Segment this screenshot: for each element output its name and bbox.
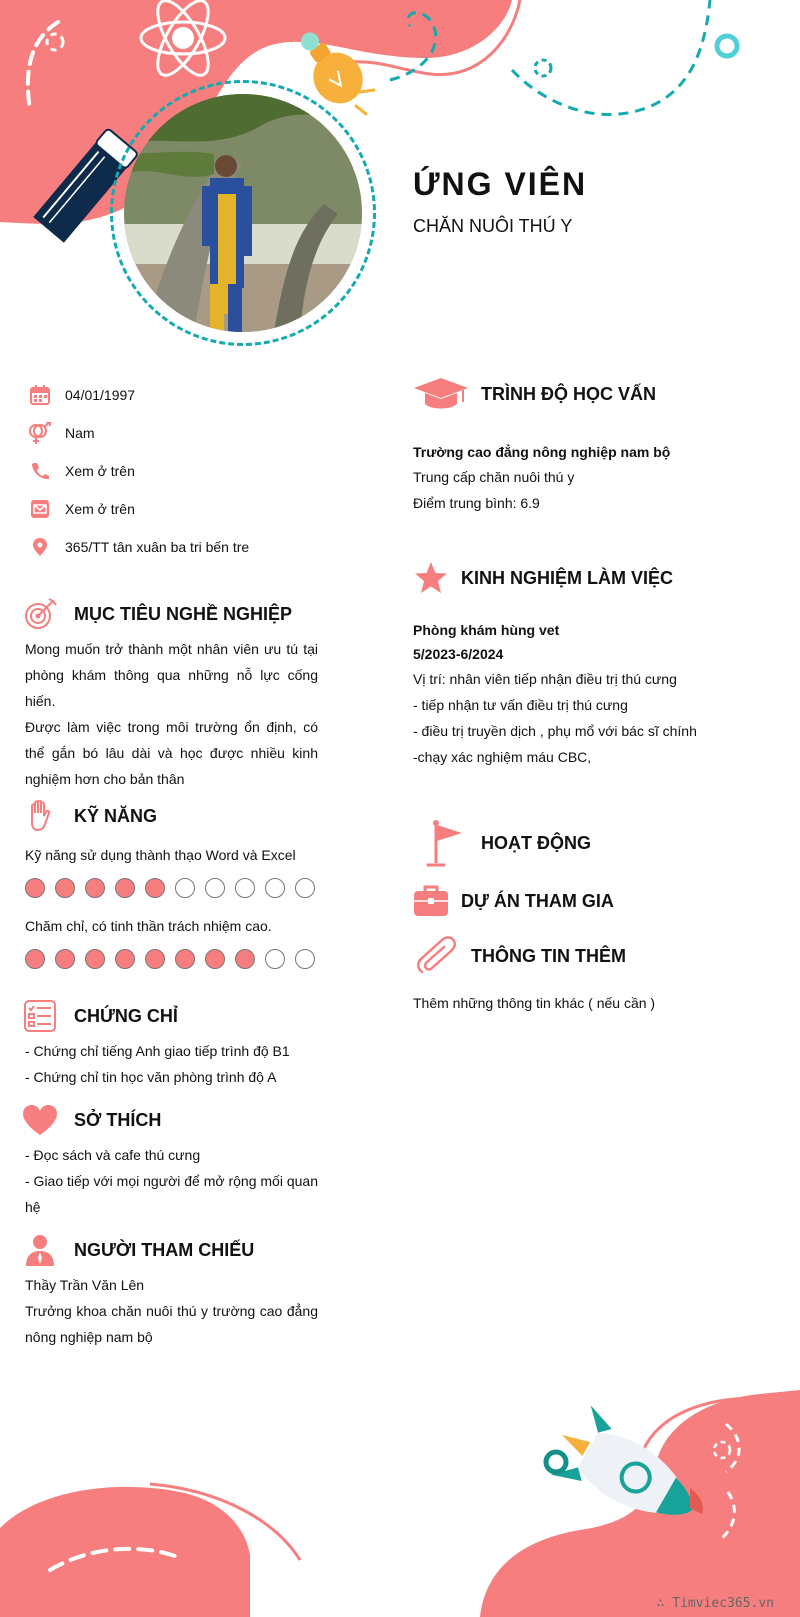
skill-name: Kỹ năng sử dụng thành thạo Word và Excel bbox=[25, 847, 296, 863]
rating-dot-filled bbox=[235, 949, 255, 969]
rating-dot-filled bbox=[115, 949, 135, 969]
certificates-text bbox=[25, 1038, 290, 1090]
reference-line: Thầy Trần Văn Lên bbox=[25, 1277, 145, 1293]
skill-rating bbox=[25, 949, 325, 969]
hobbies-heading bbox=[22, 1102, 161, 1138]
address-text: 365/TT tân xuân ba tri bến tre bbox=[65, 539, 250, 555]
experience-line: - điều trị truyền dịch , phụ mổ với bác sĩ chính bbox=[413, 723, 697, 739]
rating-dot-filled bbox=[25, 878, 45, 898]
experience-period: 5/2023-6/2024 bbox=[413, 646, 504, 662]
rating-dot-filled bbox=[55, 878, 75, 898]
footer-decoration bbox=[0, 1380, 800, 1617]
objective-line: Mong muốn trở thành một nhân viên ưu tú tại phòng khám thông qua những nỗ lực cống hiến. bbox=[25, 641, 318, 709]
star-icon bbox=[413, 560, 449, 596]
projects-title: DỰ ÁN THAM GIA bbox=[461, 890, 614, 911]
calendar-icon bbox=[28, 383, 52, 407]
contact-row-birthday bbox=[28, 382, 135, 408]
contact-row-email bbox=[28, 496, 135, 522]
experience-heading bbox=[413, 560, 673, 596]
additional-title: THÔNG TIN THÊM bbox=[471, 945, 626, 966]
certificates-title: CHỨNG CHỈ bbox=[74, 1005, 178, 1026]
experience-title: KINH NGHIỆM LÀM VIỆC bbox=[461, 567, 674, 588]
mail-icon bbox=[28, 497, 52, 521]
rating-dot-filled bbox=[25, 949, 45, 969]
hobbies-text bbox=[25, 1142, 318, 1220]
additional-text: Thêm những thông tin khác ( nếu cần ) bbox=[413, 995, 656, 1011]
hobby-line: - Giao tiếp với mọi người để mở rộng mối quan hệ bbox=[25, 1173, 318, 1215]
certificates-heading bbox=[22, 998, 178, 1034]
rating-dot-empty bbox=[235, 878, 255, 898]
projects-heading bbox=[413, 883, 614, 919]
contact-row-address bbox=[28, 534, 249, 560]
phone-text: Xem ở trên bbox=[65, 463, 135, 479]
objective-title: MỤC TIÊU NGHỀ NGHIỆP bbox=[74, 603, 293, 624]
experience-line: Vị trí: nhân viên tiếp nhận điều trị thú cưng bbox=[413, 671, 677, 687]
graduation-cap-icon bbox=[413, 376, 469, 412]
rating-dot-filled bbox=[115, 878, 135, 898]
skills-title: KỸ NĂNG bbox=[74, 805, 158, 826]
avatar bbox=[124, 94, 362, 332]
experience-line: -chạy xác nghiệm máu CBC, bbox=[413, 749, 592, 765]
experience-text bbox=[413, 618, 697, 770]
certificate-line: - Chứng chỉ tiếng Anh giao tiếp trình độ B1 bbox=[25, 1043, 290, 1059]
rating-dot-empty bbox=[295, 949, 315, 969]
rating-dot-empty bbox=[295, 878, 315, 898]
rating-dot-filled bbox=[175, 949, 195, 969]
contact-row-phone bbox=[28, 458, 135, 484]
rating-dot-empty bbox=[265, 878, 285, 898]
birthday-text: 04/01/1997 bbox=[65, 387, 136, 403]
certificate-line: - Chứng chỉ tin học văn phòng trình độ A bbox=[25, 1069, 277, 1085]
flag-icon bbox=[413, 818, 469, 868]
checklist-icon bbox=[22, 998, 58, 1034]
rating-dot-filled bbox=[145, 949, 165, 969]
skills-heading bbox=[22, 798, 157, 834]
person-icon bbox=[22, 1232, 58, 1268]
paperclip-icon bbox=[413, 936, 459, 976]
education-heading bbox=[413, 376, 656, 412]
company-name: Phòng khám hùng vet bbox=[413, 622, 560, 638]
rating-dot-filled bbox=[85, 878, 105, 898]
phone-icon bbox=[28, 459, 52, 483]
education-title: TRÌNH ĐỘ HỌC VẤN bbox=[481, 383, 656, 404]
avatar-photo bbox=[124, 94, 362, 332]
activities-heading bbox=[413, 818, 591, 868]
references-heading bbox=[22, 1232, 254, 1268]
additional-heading bbox=[413, 936, 626, 976]
school-name: Trường cao đẳng nông nghiệp nam bộ bbox=[413, 444, 671, 460]
rating-dot-empty bbox=[265, 949, 285, 969]
rating-dot-filled bbox=[85, 949, 105, 969]
objective-heading bbox=[22, 596, 292, 632]
references-title: NGƯỜI THAM CHIẾU bbox=[74, 1239, 255, 1260]
rating-dot-empty bbox=[205, 878, 225, 898]
watermark-text: ∴ Timviec365.vn bbox=[656, 1596, 774, 1611]
hobby-line: - Đọc sách và cafe thú cưng bbox=[25, 1147, 201, 1163]
reference-line: Trưởng khoa chăn nuôi thú y trường cao đẳng nông nghiệp nam bộ bbox=[25, 1303, 318, 1345]
gender-text: Nam bbox=[65, 425, 95, 441]
gender-icon bbox=[28, 421, 52, 445]
objective-line: Được làm việc trong môi trường ổn định, có thể gắn bó lâu dài và học được nhiều kinh nghiệm hơn cho bản thân bbox=[25, 719, 318, 787]
objective-text bbox=[25, 636, 318, 792]
education-line: Điểm trung bình: 6.9 bbox=[413, 495, 540, 511]
rating-dot-filled bbox=[55, 949, 75, 969]
candidate-name: ỨNG VIÊN bbox=[413, 166, 588, 202]
contact-row-gender bbox=[28, 420, 95, 446]
rating-dot-filled bbox=[145, 878, 165, 898]
skill-rating bbox=[25, 878, 325, 898]
email-text: Xem ở trên bbox=[65, 501, 135, 517]
skill-name: Chăm chỉ, có tinh thần trách nhiệm cao. bbox=[25, 918, 272, 934]
education-line: Trung cấp chăn nuôi thú y bbox=[413, 469, 575, 485]
job-title: CHĂN NUÔI THÚ Y bbox=[413, 216, 573, 236]
activities-title: HOẠT ĐỘNG bbox=[481, 832, 591, 853]
heart-icon bbox=[22, 1102, 58, 1138]
target-icon bbox=[22, 596, 58, 632]
hobbies-title: SỞ THÍCH bbox=[74, 1109, 162, 1130]
references-text bbox=[25, 1272, 318, 1350]
experience-line: - tiếp nhận tư vấn điều trị thú cưng bbox=[413, 697, 628, 713]
briefcase-icon bbox=[413, 883, 449, 919]
education-text bbox=[413, 440, 670, 516]
rating-dot-filled bbox=[205, 949, 225, 969]
rating-dot-empty bbox=[175, 878, 195, 898]
hand-icon bbox=[22, 798, 58, 834]
location-pin-icon bbox=[28, 535, 52, 559]
